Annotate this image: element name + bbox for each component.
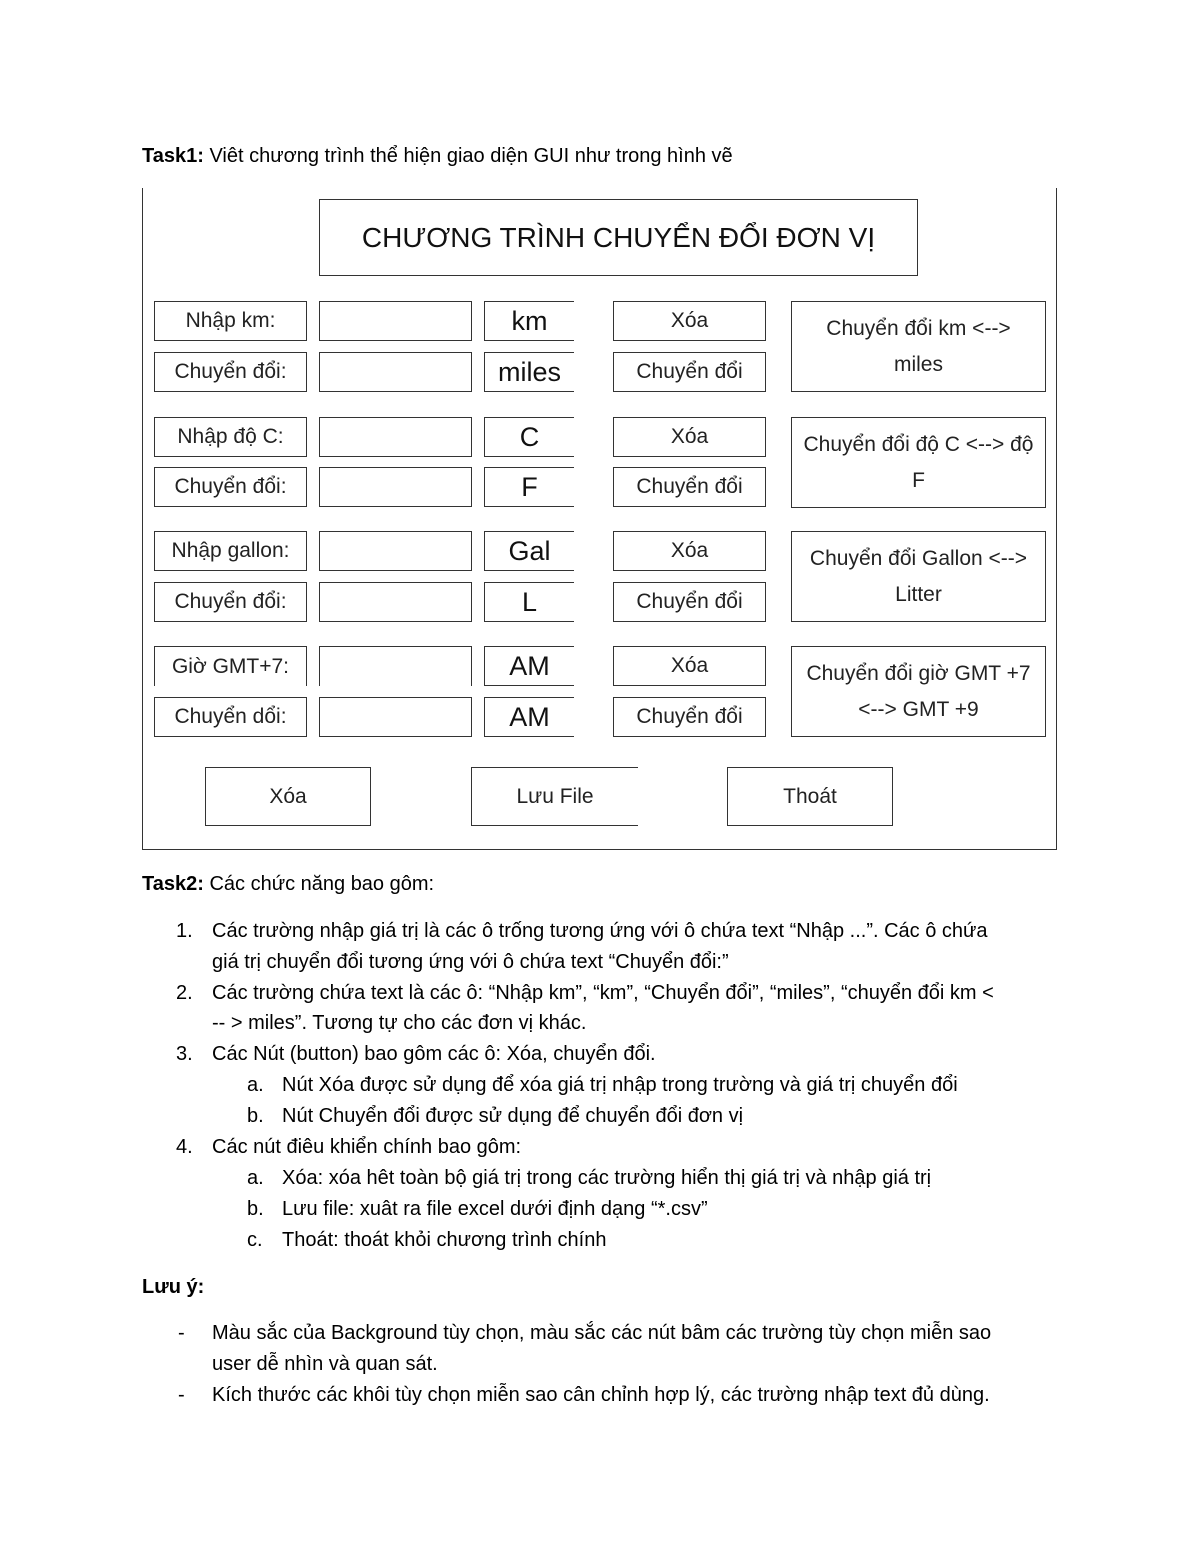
clear-button-gmt[interactable]: Xóa [613,646,766,686]
list-item-1-line2: giá trị chuyển đổi tương ứng với ô chứa text “Chuyển đổi:” [212,951,729,973]
list-item-2-line1: Các trường chứa text là các ô: “Nhập km”, “km”, “Chuyển đổi”, “miles”, “chuyển đổi km < [212,982,994,1004]
output-field-miles [319,352,472,392]
task1-text: Viêt chương trình thể hiện giao diện GUI như trong hình vẽ [203,145,733,167]
mode-button-c-f[interactable] [791,417,1046,508]
convert-button-gmt[interactable]: Chuyển đổi [613,697,766,737]
mode-button-km-miles[interactable] [791,301,1046,392]
list-item-1-line1: Các trường nhập giá trị là các ô trống tương ứng với ô chứa text “Nhập ...”. Các ô chứa [212,920,988,942]
list-item-3-line1: Các Nút (button) bao gôm các ô: Xóa, chuyển đổi. [212,1043,656,1065]
mode-button-c-f-line1: Chuyển đổi độ C <--> độ [803,432,1034,456]
mode-button-gmt[interactable] [791,646,1046,737]
clear-all-button[interactable]: Xóa [205,767,371,826]
list-item-4a: Xóa: xóa hêt toàn bộ giá trị trong các trường hiển thị giá trị và nhập giá trị [282,1167,932,1189]
note-item-1-line1: Màu sắc của Background tùy chọn, màu sắc các nút bâm các trường tùy chọn miễn sao [212,1322,992,1344]
note-dash: - [178,1322,185,1344]
list-item-4-line1: Các nút điêu khiển chính bao gôm: [212,1136,522,1158]
convert-label-gmt: Chuyển dổi: [154,697,307,737]
output-field-liter [319,582,472,622]
clear-button-gallon[interactable]: Xóa [613,531,766,571]
note-dash: - [178,1384,185,1406]
input-field-celsius[interactable] [319,417,472,457]
input-label-gmt7: Giờ GMT+7: [154,646,307,686]
task2-heading [142,869,434,900]
list-number: 3. [176,1043,193,1065]
sub-list-letter: b. [247,1198,264,1220]
mode-button-km-miles-line1: Chuyển đổi km <--> [826,316,1011,340]
task1-heading [142,141,733,172]
list-item-2-line2: -- > miles”. Tương tự cho các đơn vị khác. [212,1012,587,1034]
mode-button-c-f-line2: F [912,468,925,492]
input-label-km: Nhập km: [154,301,307,341]
note-heading: Lưu ý: [142,1276,205,1298]
unit-label-am-in: AM [484,646,574,686]
exit-button[interactable]: Thoát [727,767,893,826]
task2-text: Các chức năng bao gôm: [203,873,435,895]
convert-label-celsius: Chuyển đổi: [154,467,307,507]
sub-list-letter: b. [247,1105,264,1127]
list-item-4b: Lưu file: xuât ra file excel dưới định dạng “*.csv” [282,1198,708,1220]
unit-label-am-out: AM [484,697,574,737]
convert-button-gallon[interactable]: Chuyển đổi [613,582,766,622]
unit-label-miles: miles [484,352,574,392]
task2-label: Task2: [142,873,204,895]
list-number: 1. [176,920,193,942]
output-field-fahrenheit [319,467,472,507]
list-number: 4. [176,1136,193,1158]
unit-label-c: C [484,417,574,457]
list-item-4c: Thoát: thoát khỏi chương trình chính [282,1229,607,1251]
input-field-km[interactable] [319,301,472,341]
sub-list-letter: a. [247,1167,264,1189]
gui-title: CHƯƠNG TRÌNH CHUYỂN ĐỔI ĐƠN VỊ [319,199,918,276]
list-number: 2. [176,982,193,1004]
convert-button-celsius[interactable]: Chuyển đổi [613,467,766,507]
unit-label-km: km [484,301,574,341]
list-item-3b: Nút Chuyển đổi được sử dụng để chuyển đổi đơn vị [282,1105,744,1127]
convert-label-gallon: Chuyển đổi: [154,582,307,622]
mode-button-km-miles-line2: miles [893,352,943,376]
convert-button-km[interactable]: Chuyển đổi [613,352,766,392]
output-field-gmt9 [319,697,472,737]
mode-button-gallon-liter-line1: Chuyển đổi Gallon <--> [809,546,1028,570]
unit-label-l: L [484,582,574,622]
mode-button-gmt-line2: <--> GMT +9 [858,697,979,721]
mode-button-gallon-liter-line2: Litter [895,582,942,606]
input-label-gallon: Nhập gallon: [154,531,307,571]
clear-button-km[interactable]: Xóa [613,301,766,341]
mode-button-gallon-liter[interactable] [791,531,1046,622]
unit-label-gal: Gal [484,531,574,571]
mode-button-gmt-line1: Chuyển đổi giờ GMT +7 [806,661,1031,685]
note-item-2-line1: Kích thước các khôi tùy chọn miễn sao cân chỉnh hợp lý, các trường nhập text đủ dùng. [212,1384,990,1406]
input-label-celsius: Nhập độ C: [154,417,307,457]
save-file-button[interactable]: Lưu File [471,767,638,826]
task1-label: Task1: [142,145,204,167]
gui-mockup-frame [142,188,1057,850]
unit-label-f: F [484,467,574,507]
clear-button-celsius[interactable]: Xóa [613,417,766,457]
input-field-gmt7[interactable] [319,646,472,686]
list-item-3a: Nút Xóa được sử dụng để xóa giá trị nhập trong trường và giá trị chuyển đổi [282,1074,958,1096]
input-field-gallon[interactable] [319,531,472,571]
note-item-1-line2: user dễ nhìn và quan sát. [212,1353,438,1375]
convert-label-km: Chuyển đổi: [154,352,307,392]
sub-list-letter: c. [247,1229,263,1251]
sub-list-letter: a. [247,1074,264,1096]
